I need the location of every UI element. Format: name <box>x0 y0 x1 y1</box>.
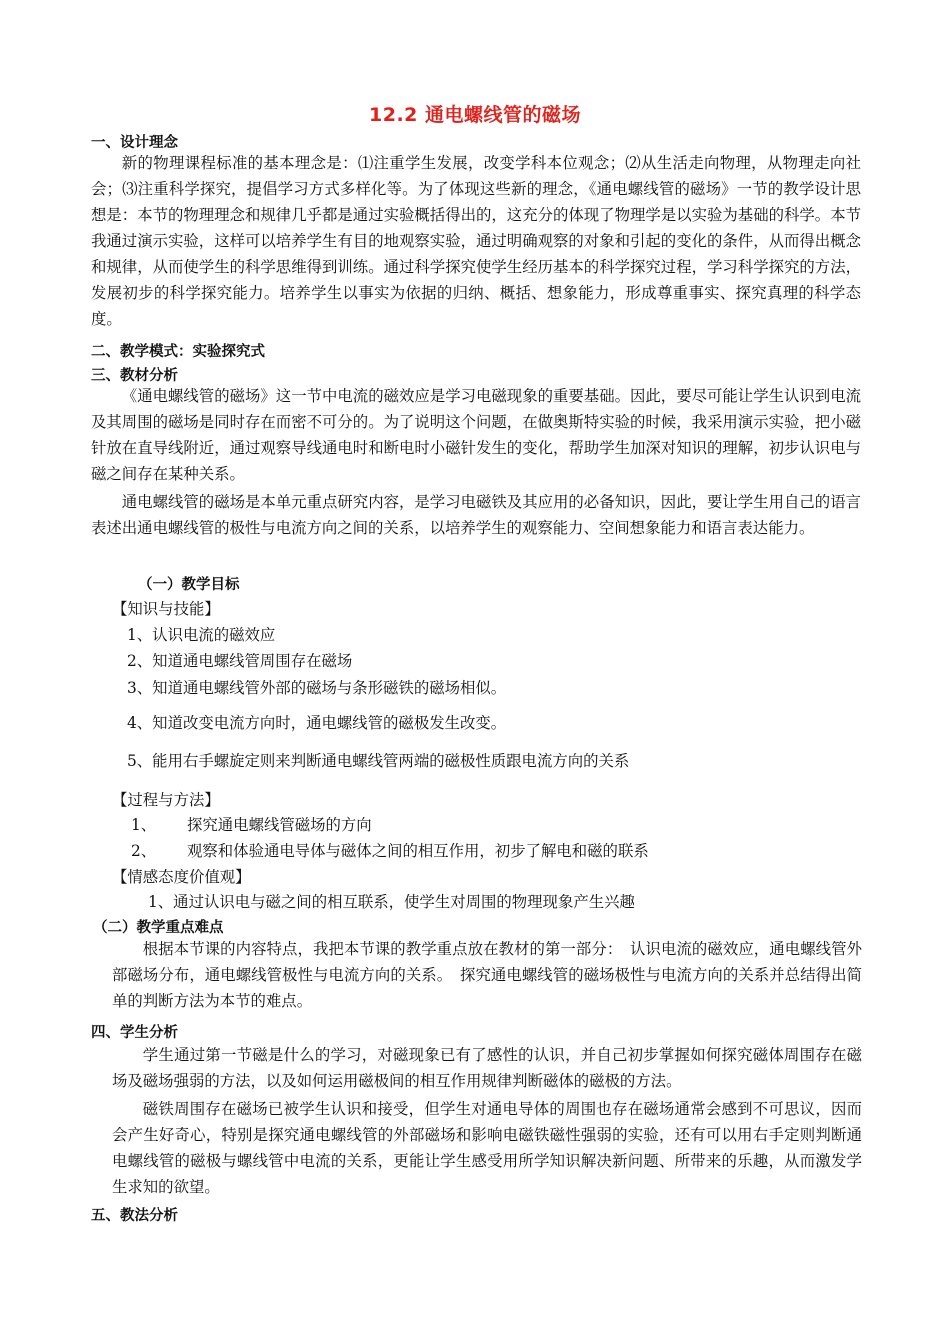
section-heading-design: 一、设计理念 <box>91 135 178 151</box>
goals-heading: （一）教学目标 <box>138 577 240 593</box>
section-heading-model: 二、教学模式：实验探究式 <box>91 344 265 360</box>
section-heading-students: 四、学生分析 <box>91 1025 178 1041</box>
knowledge-item-4: 4、知道改变电流方向时，通电螺线管的磁极发生改变。 <box>127 714 507 732</box>
process-label: 【过程与方法】 <box>112 791 220 809</box>
material-paragraph-1: 《通电螺线管的磁场》这一节中电流的磁效应是学习电磁现象的重要基础。因此，要尽可能让学生认识到电流及其周围的磁场是同时存在而密不可分的。为了说明这个问题，在做奥斯特实验的时候，我采用演示实验，把小磁针放在直导线附近，通过观察导线通电时和断电时小磁针发生的变化，帮助学生加深对知识的理解，初步认识电与磁之间存在某种关系。 <box>91 387 861 483</box>
key-points-paragraph: 根据本节课的内容特点，我把本节课的教学重点放在教材的第一部分： 认识电流的磁效应，通电螺线管外部磁场分布，通电螺线管极性与电流方向的关系。 探究通电螺线管的磁场极性与电流方向的关系并总结得出简单的判断方法为本节的难点。 <box>112 940 862 1010</box>
knowledge-label: 【知识与技能】 <box>112 600 220 618</box>
section-heading-teaching-method: 五、教法分析 <box>91 1208 178 1224</box>
process-item-1-text: 探究通电螺线管磁场的方向 <box>187 816 372 834</box>
knowledge-item-1: 1、认识电流的磁效应 <box>127 626 276 644</box>
process-item-2 <box>131 839 649 861</box>
material-paragraph-2: 通电螺线管的磁场是本单元重点研究内容，是学习电磁铁及其应用的必备知识，因此，要让学生用自己的语言表述出通电螺线管的极性与电流方向之间的关系，以培养学生的观察能力、空间想象能力和语言表达能力。 <box>91 493 861 537</box>
design-paragraph: 新的物理课程标准的基本理念是：⑴注重学生发展，改变学科本位观念；⑵从生活走向物理，从物理走向社会；⑶注重科学探究，提倡学习方式多样化等。为了体现这些新的理念，《通电螺线管的磁场》一节的教学设计思想是：本节的物理理念和规律几乎都是通过实验概括得出的，这充分的体现了物理学是以实验为基础的科学。本节我通过演示实验，这样可以培养学生有目的地观察实验，通过明确观察的对象和引起的变化的条件，从而得出概念和规律，从而使学生的科学思维得到训练。通过科学探究使学生经历基本的科学探究过程，学习科学探究的方法，发展初步的科学探究能力。培养学生以事实为依据的归纳、概括、想象能力，形成尊重事实、探究真理的科学态度。 <box>91 154 861 328</box>
document-title: 12.2 通电螺线管的磁场 <box>369 104 581 126</box>
process-item-1-number: 1、 <box>131 816 157 834</box>
emotion-item-1: 1、通过认识电与磁之间的相互联系，使学生对周围的物理现象产生兴趣 <box>148 893 635 911</box>
section-heading-material: 三、教材分析 <box>91 368 178 384</box>
students-paragraph-2: 磁铁周围存在磁场已被学生认识和接受，但学生对通电导体的周围也存在磁场通常会感到不可思议，因而会产生好奇心，特别是探究通电螺线管的外部磁场和影响电磁铁磁性强弱的实验，还有可以用右手定则判断通电螺线管的磁极与螺线管中电流的关系，更能让学生感受用所学知识解决新问题、所带来的乐趣，从而激发学生求知的欲望。 <box>112 1100 862 1196</box>
process-item-2-number: 2、 <box>131 842 157 860</box>
process-item-2-text: 观察和体验通电导体与磁体之间的相互作用，初步了解电和磁的联系 <box>187 842 649 860</box>
knowledge-item-3: 3、知道通电螺线管外部的磁场与条形磁铁的磁场相似。 <box>127 679 507 697</box>
emotion-label: 【情感态度价值观】 <box>112 868 251 886</box>
knowledge-item-5: 5、能用右手螺旋定则来判断通电螺线管两端的磁极性质跟电流方向的关系 <box>127 752 630 770</box>
key-points-heading: （二）教学重点难点 <box>93 920 224 936</box>
process-item-1 <box>131 813 372 835</box>
students-paragraph-1: 学生通过第一节磁是什么的学习，对磁现象已有了感性的认识，并自己初步掌握如何探究磁体周围存在磁场及磁场强弱的方法，以及如何运用磁极间的相互作用规律判断磁体的磁极的方法。 <box>112 1046 862 1090</box>
knowledge-item-2: 2、知道通电螺线管周围存在磁场 <box>127 652 353 670</box>
